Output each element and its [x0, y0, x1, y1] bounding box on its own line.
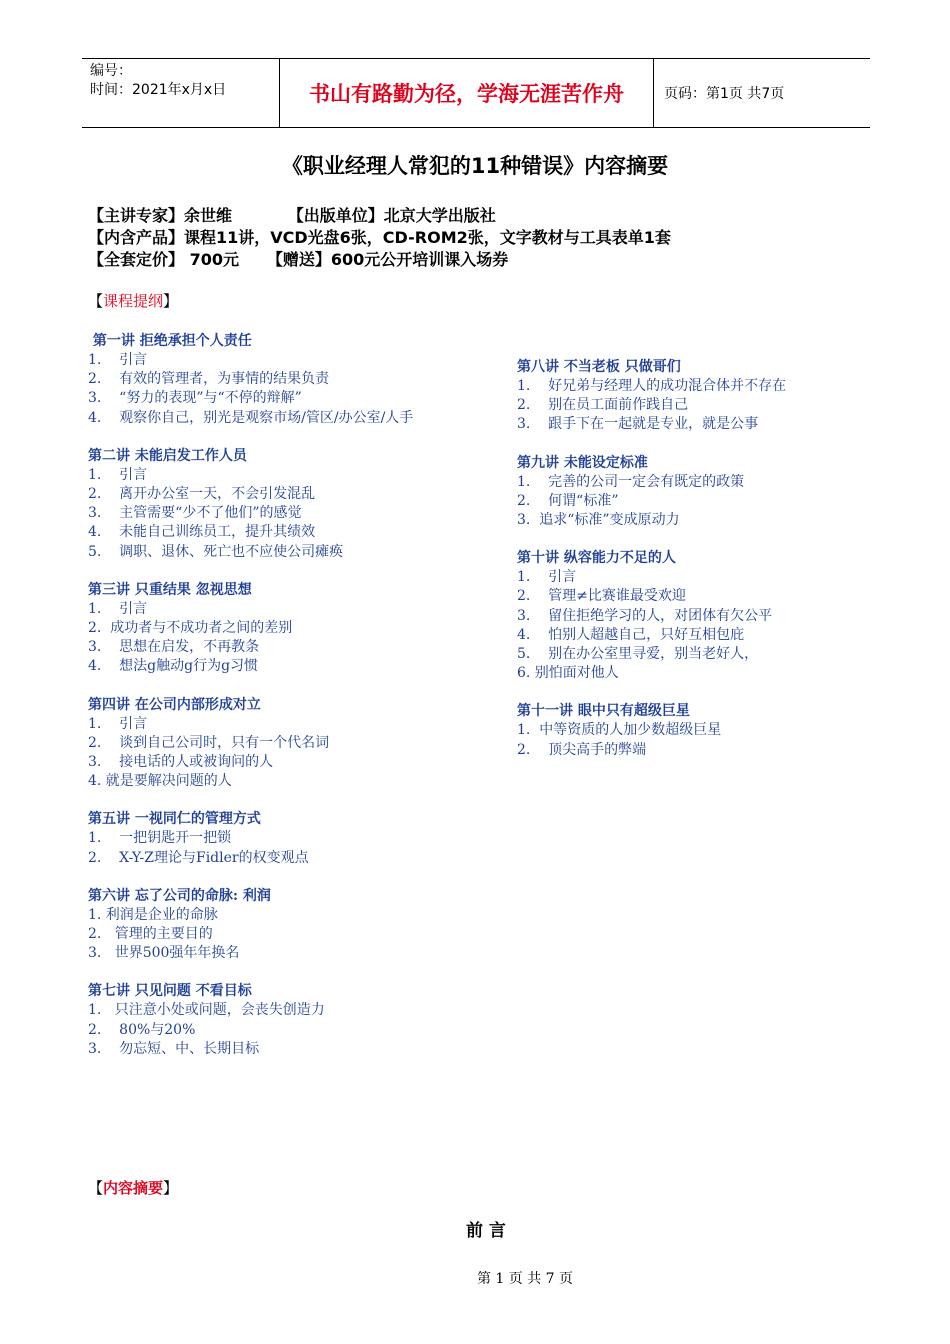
header-meta [82, 59, 280, 127]
lecture-item: 1. 完善的公司一定会有既定的政策 [517, 473, 745, 490]
lecture-item: 3. 世界500强年年换名 [88, 945, 240, 962]
lecture-title: 第三讲 只重结果 忽视思想 [88, 581, 252, 598]
lecture-item: 2. 别在员工面前作践自己 [517, 397, 689, 414]
info-speaker-publisher: 【主讲专家】余世维 【出版单位】北京大学出版社 [88, 206, 496, 225]
lecture-item: 2. 有效的管理者，为事情的结果负责 [88, 371, 330, 388]
lectures-right-column [517, 358, 786, 779]
lecture-item: 4. 怕别人超越自己，只好互相包庇 [517, 626, 745, 643]
header-table [82, 58, 870, 128]
summary-section-label: 【内容摘要】 [88, 1179, 179, 1197]
lecture-item: 1. 中等资质的人加少数超级巨星 [517, 722, 722, 739]
document-title: 《职业经理人常犯的11种错误》内容摘要 [281, 154, 669, 178]
outline-section-label: 【课程提纲】 [88, 292, 179, 310]
lecture-item: 2. 离开办公室一天，不会引发混乱 [88, 486, 316, 503]
lecture-block [88, 581, 413, 677]
lecture-block [88, 332, 413, 428]
lecture-item: 1. 引言 [517, 569, 577, 586]
lecture-title: 第四讲 在公司内部形成对立 [88, 696, 261, 713]
lecture-item: 3. 接电话的人或被询问的人 [88, 754, 274, 771]
lecture-title: 第十讲 纵容能力不足的人 [517, 550, 676, 567]
lecture-item: 6. 别怕面对他人 [517, 665, 619, 682]
lecture-block [88, 447, 413, 562]
lecture-item: 1. 引言 [88, 600, 148, 617]
lecture-block [517, 358, 786, 435]
lecture-item: 3. 主管需要“少不了他们”的感觉 [88, 505, 302, 522]
lectures-left-column [88, 332, 413, 1078]
header-motto: 书山有路勤为径，学海无涯苦作舟 [280, 59, 654, 127]
lecture-item: 4. 观察你自己，别光是观察市场/管区/办公室/人手 [88, 409, 414, 426]
lecture-block [517, 454, 786, 531]
lecture-title: 第一讲 拒绝承担个人责任 [88, 333, 252, 349]
lecture-item: 1. 利润是企业的命脉 [88, 906, 218, 923]
lecture-item: 2. X-Y-Z理论与Fidler的权变观点 [88, 849, 309, 866]
header-page-code: 页码：第1页 共7页 [664, 86, 785, 102]
lecture-item: 1. 好兄弟与经理人的成功混合体并不存在 [517, 378, 787, 394]
lecture-item: 5. 调职、退休、死亡也不应使公司瘫痪 [88, 543, 344, 560]
lecture-item: 2. 管理的主要目的 [88, 926, 213, 943]
lecture-title: 第九讲 未能设定标准 [517, 454, 648, 471]
lecture-block [517, 702, 786, 759]
lecture-item: 3. 留住拒绝学习的人，对团体有欠公平 [517, 607, 773, 624]
lecture-item: 2. 何谓“标准” [517, 492, 619, 509]
lecture-item: 4. 就是要解决问题的人 [88, 773, 232, 790]
lecture-block [88, 810, 413, 867]
lecture-item: 2. 管理≠比赛谁最受欢迎 [517, 588, 686, 605]
lecture-title: 第七讲 只见问题 不看目标 [88, 983, 252, 1000]
lecture-title: 第八讲 不当老板 只做哥们 [517, 359, 681, 375]
lecture-title: 第十一讲 眼中只有超级巨星 [517, 703, 690, 720]
lecture-item: 3. 思想在启发，不再教条 [88, 639, 260, 656]
lecture-item: 2. 80%与20% [88, 1021, 196, 1038]
lecture-item: 1. 引言 [88, 715, 148, 732]
lecture-item: 2. 谈到自己公司时，只有一个代名词 [88, 734, 330, 751]
document-number-label: 编号： [90, 63, 132, 79]
page-footer: 第 1 页 共 7 页 [476, 1271, 574, 1287]
info-price-gift: 【全套定价】 700元 【赠送】600元公开培训课入场券 [88, 250, 509, 269]
lecture-item: 3. “努力的表现”与“不停的辩解” [88, 390, 302, 407]
lecture-item: 1. 引言 [88, 352, 148, 368]
lecture-item: 3. 勿忘短、中、长期目标 [88, 1040, 260, 1057]
lecture-item: 3. 追求“标准”变成原动力 [517, 512, 680, 529]
lecture-item: 4. 未能自己训练员工，提升其绩效 [88, 524, 316, 541]
lecture-block [517, 549, 786, 683]
lecture-block [88, 887, 413, 964]
lecture-title: 第五讲 一视同仁的管理方式 [88, 811, 261, 828]
lecture-item: 2. 成功者与不成功者之间的差别 [88, 620, 293, 637]
lecture-item: 1. 引言 [88, 466, 148, 483]
lecture-item: 1. 一把钥匙开一把锁 [88, 830, 232, 847]
lecture-title: 第二讲 未能启发工作人员 [88, 447, 247, 464]
lecture-block [88, 696, 413, 792]
lecture-item: 3. 跟手下在一起就是专业，就是公事 [517, 416, 759, 433]
preface-heading: 前 言 [466, 1221, 506, 1241]
lecture-item: 5. 别在办公室里寻爱，别当老好人， [517, 646, 759, 663]
info-products: 【内含产品】课程11讲，VCD光盘6张，CD-ROM2张，文字教材与工具表单1套 [88, 228, 671, 247]
lecture-item: 2. 顶尖高手的弊端 [517, 741, 647, 758]
lecture-item: 4. 想法g触动g行为g习惯 [88, 658, 259, 675]
document-time: 时间：2021年x月x日 [90, 82, 227, 98]
lecture-item: 1. 只注意小处或问题，会丧失创造力 [88, 1002, 325, 1019]
lecture-title: 第六讲 忘了公司的命脉: 利润 [88, 887, 271, 904]
lecture-block [88, 982, 413, 1059]
